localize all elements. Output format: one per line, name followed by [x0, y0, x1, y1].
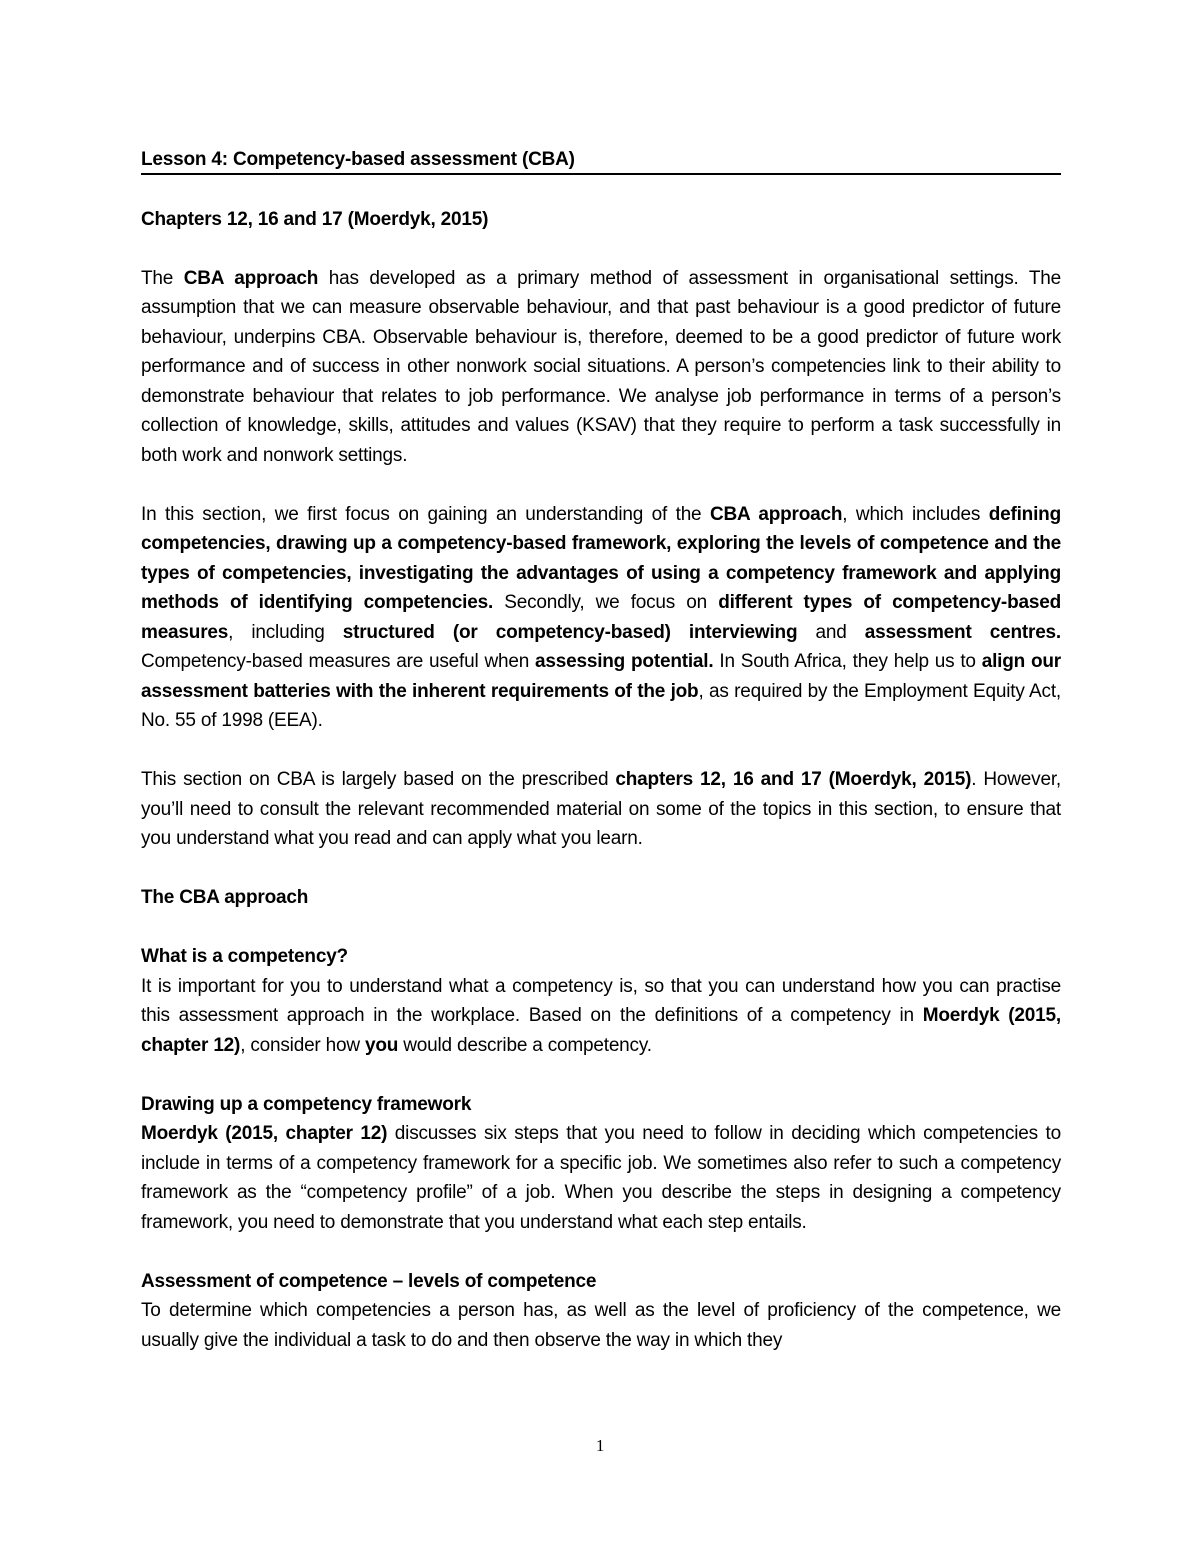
bold-text-run: Moerdyk (2015, chapter 12)	[141, 1123, 388, 1144]
bold-text-run: align our assessment batteries with the inherent requirements of the job	[141, 651, 1061, 702]
prescribed-paragraph	[141, 765, 1061, 854]
what-is-competency-heading: What is a competency?	[141, 946, 348, 967]
framework-paragraph	[141, 1119, 1061, 1237]
text-run: Secondly, we focus on	[493, 592, 719, 613]
text-run: discusses six steps that you need to follow in deciding which competencies to include in terms of a competency framework for a specific job. We sometimes also refer to such a competency framework as the “competency profile” of a job. When you describe the steps in designing a competency framework, you need to demonstrate that you understand what each step entails.	[141, 1123, 1061, 1233]
bold-text-run: CBA approach	[709, 503, 843, 525]
chapters-heading: Chapters 12, 16 and 17 (Moerdyk, 2015)	[141, 208, 489, 230]
text-run: would describe a competency.	[398, 1034, 652, 1056]
text-run: , as required by the Employment Equity Act, No. 55 of 1998 (EEA).	[141, 680, 1061, 731]
text-run: . However, you’ll need to consult the relevant recommended material on some of the topics in this section, to ensure that you understand what you read and can apply what you learn.	[141, 769, 1061, 849]
bold-text-run: assessing potential.	[535, 651, 714, 672]
text-run: In South Africa, they help us to	[713, 651, 982, 672]
text-run: To determine which competencies a person has, as well as the level of proficiency of the competence, we usually give the individual a task to do and then observe the way in which they	[141, 1300, 1061, 1351]
page-content	[141, 146, 1061, 1355]
assessment-heading: Assessment of competence – levels of competence	[141, 1270, 597, 1292]
text-run: This section on CBA is largely based on the prescribed	[141, 769, 616, 790]
text-run: and	[797, 621, 865, 643]
bold-text-run: Moerdyk (2015, chapter 12)	[141, 1005, 1061, 1056]
text-run: The	[141, 267, 184, 289]
text-run: Competency-based measures are useful when	[141, 651, 535, 672]
intro-paragraph	[141, 264, 1061, 471]
assessment-paragraph	[141, 1296, 1061, 1355]
bold-text-run: structured (or competency-based) interviewing	[342, 621, 798, 643]
bold-text-run: different types of competency-based measures	[141, 592, 1061, 643]
text-run: , consider how	[240, 1034, 365, 1056]
text-run: , which includes	[842, 503, 989, 525]
what-is-competency-paragraph	[141, 972, 1061, 1061]
section-paragraph	[141, 500, 1061, 736]
page-number: 1	[595, 1436, 605, 1455]
lesson-title: Lesson 4: Competency-based assessment (CBA)	[141, 146, 1061, 175]
text-run: , including	[228, 621, 343, 643]
text-run: In this section, we first focus on gaining an understanding of the	[141, 503, 710, 525]
cba-approach-heading: The CBA approach	[141, 887, 309, 908]
framework-heading: Drawing up a competency framework	[141, 1093, 472, 1115]
bold-text-run: chapters 12, 16 and 17 (Moerdyk, 2015)	[615, 769, 972, 790]
text-run: has developed as a primary method of assessment in organisational settings. The assumption that we can measure observable behaviour, and that past behaviour is a good predictor of future behaviour, underpins CBA. Observable behaviour is, therefore, deemed to be a good predictor of future work performance and of success in other nonwork social situations. A person’s competencies link to their ability to demonstrate behaviour that relates to job performance. We analyse job performance in terms of a person’s collection of knowledge, skills, attitudes and values (KSAV) that they require to perform a task successfully in both work and nonwork settings.	[141, 267, 1061, 466]
bold-text-run: assessment centres.	[864, 621, 1062, 643]
text-run: It is important for you to understand what a competency is, so that you can understand how you can practise this assessment approach in the workplace. Based on the definitions of a competency in	[141, 975, 1061, 1026]
bold-text-run: CBA approach	[183, 267, 319, 289]
bold-text-run: you	[364, 1034, 399, 1056]
bold-text-run: defining competencies, drawing up a competency-based framework, exploring the levels of competence and the types of competencies, investigating the advantages of using a competency framework and applying methods of identifying competencies.	[141, 503, 1061, 613]
